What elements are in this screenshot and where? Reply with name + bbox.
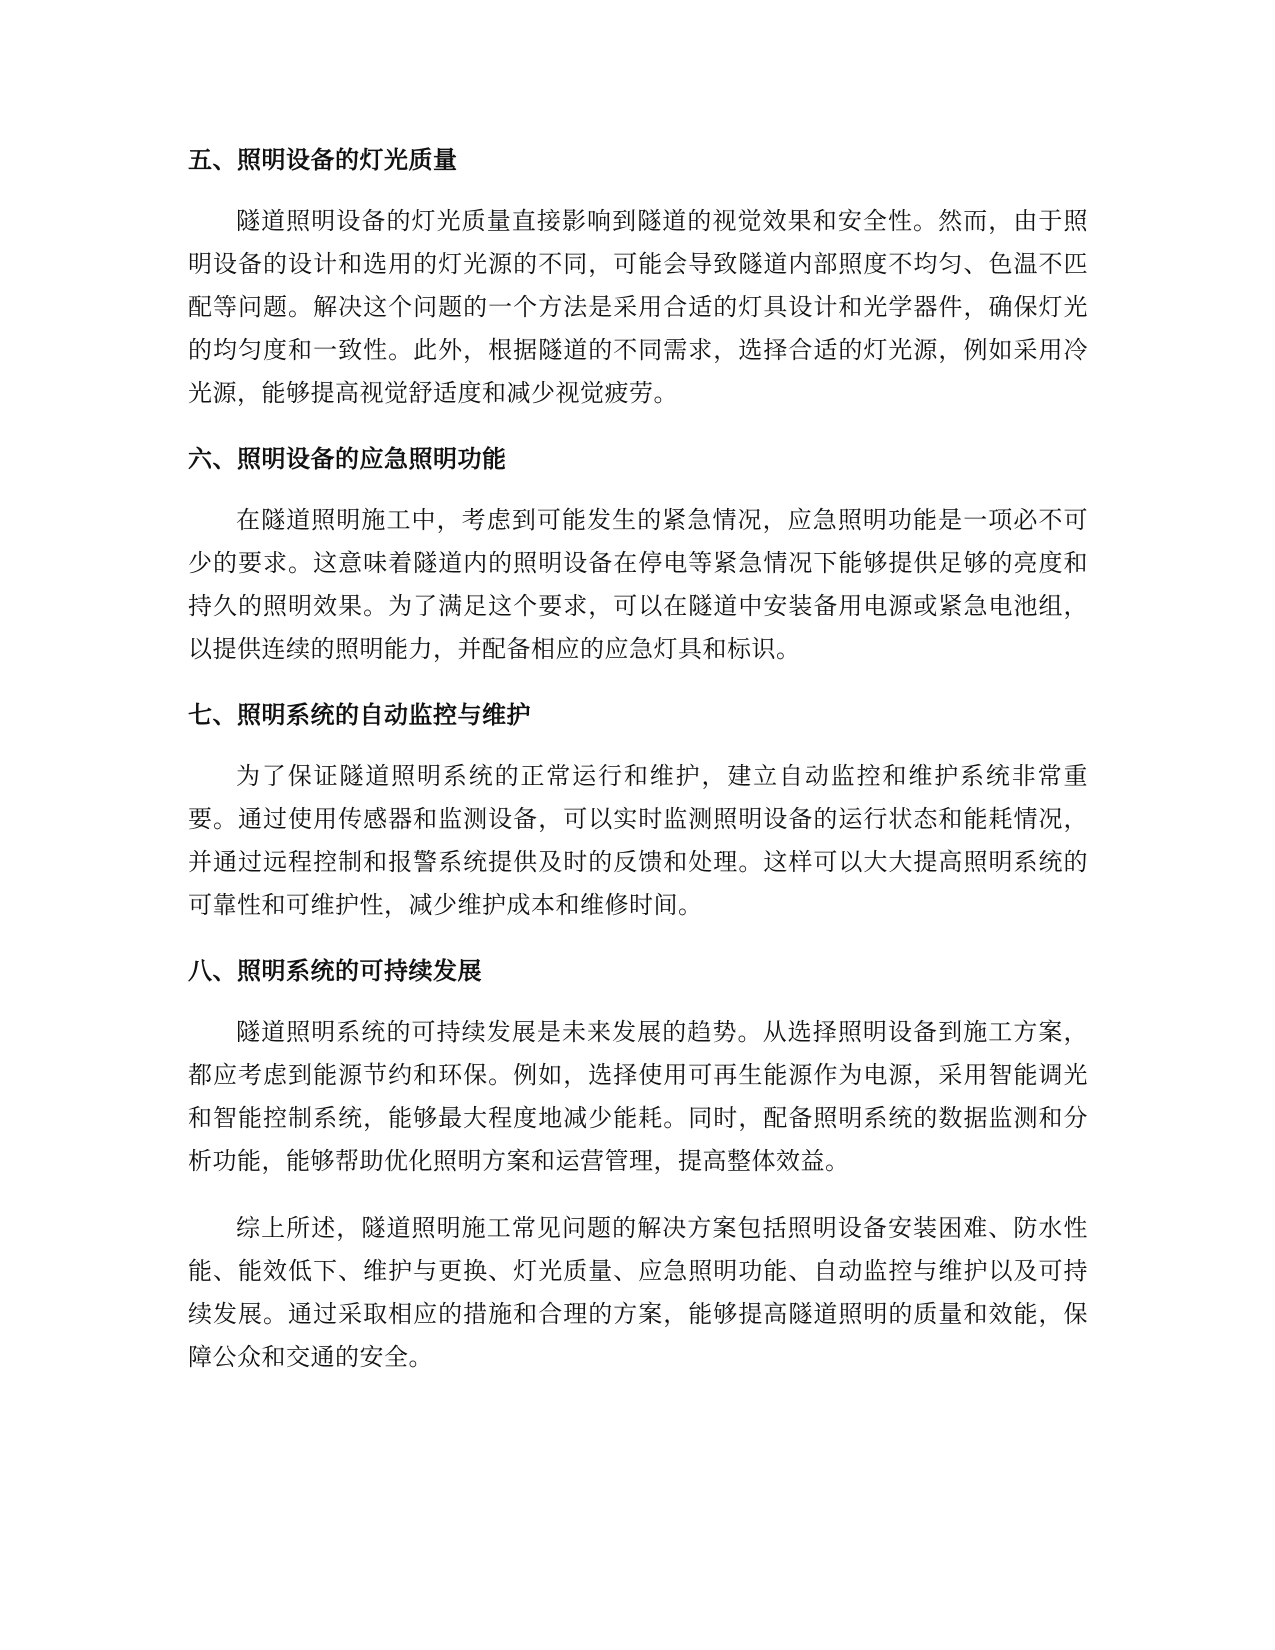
- document-body: [188, 140, 1088, 1379]
- spacer: [188, 479, 1088, 499]
- spacer: [188, 927, 1088, 951]
- spacer: [188, 735, 1088, 755]
- spacer: [188, 415, 1088, 439]
- section-heading-8: 八、照明系统的可持续发展: [188, 957, 482, 985]
- spacer: [188, 1183, 1088, 1207]
- spacer: [188, 671, 1088, 695]
- conclusion-paragraph: 综上所述，隧道照明施工常见问题的解决方案包括照明设备安装困难、防水性能、能效低下、维护与更换、灯光质量、应急照明功能、自动监控与维护以及可持续发展。通过采取相应的措施和合理的方案，能够提高隧道照明的质量和效能，保障公众和交通的安全。: [188, 1214, 1088, 1371]
- section-paragraph-7: 为了保证隧道照明系统的正常运行和维护，建立自动监控和维护系统非常重要。通过使用传感器和监测设备，可以实时监测照明设备的运行状态和能耗情况，并通过远程控制和报警系统提供及时的反馈和处理。这样可以大大提高照明系统的可靠性和可维护性，减少维护成本和维修时间。: [188, 762, 1088, 919]
- section-paragraph-8: 隧道照明系统的可持续发展是未来发展的趋势。从选择照明设备到施工方案，都应考虑到能源节约和环保。例如，选择使用可再生能源作为电源，采用智能调光和智能控制系统，能够最大程度地减少能耗。同时，配备照明系统的数据监测和分析功能，能够帮助优化照明方案和运营管理，提高整体效益。: [188, 1018, 1088, 1175]
- section-heading-5: 五、照明设备的灯光质量: [188, 146, 458, 174]
- spacer: [188, 991, 1088, 1011]
- section-heading-6: 六、照明设备的应急照明功能: [188, 445, 507, 473]
- section-paragraph-5: 隧道照明设备的灯光质量直接影响到隧道的视觉效果和安全性。然而，由于照明设备的设计和选用的灯光源的不同，可能会导致隧道内部照度不均匀、色温不匹配等问题。解决这个问题的一个方法是采用合适的灯具设计和光学器件，确保灯光的均匀度和一致性。此外，根据隧道的不同需求，选择合适的灯光源，例如采用冷光源，能够提高视觉舒适度和减少视觉疲劳。: [188, 207, 1088, 407]
- section-heading-7: 七、照明系统的自动监控与维护: [188, 701, 531, 729]
- section-paragraph-6: 在隧道照明施工中，考虑到可能发生的紧急情况，应急照明功能是一项必不可少的要求。这意味着隧道内的照明设备在停电等紧急情况下能够提供足够的亮度和持久的照明效果。为了满足这个要求，可以在隧道中安装备用电源或紧急电池组，以提供连续的照明能力，并配备相应的应急灯具和标识。: [188, 506, 1088, 663]
- spacer: [188, 180, 1088, 200]
